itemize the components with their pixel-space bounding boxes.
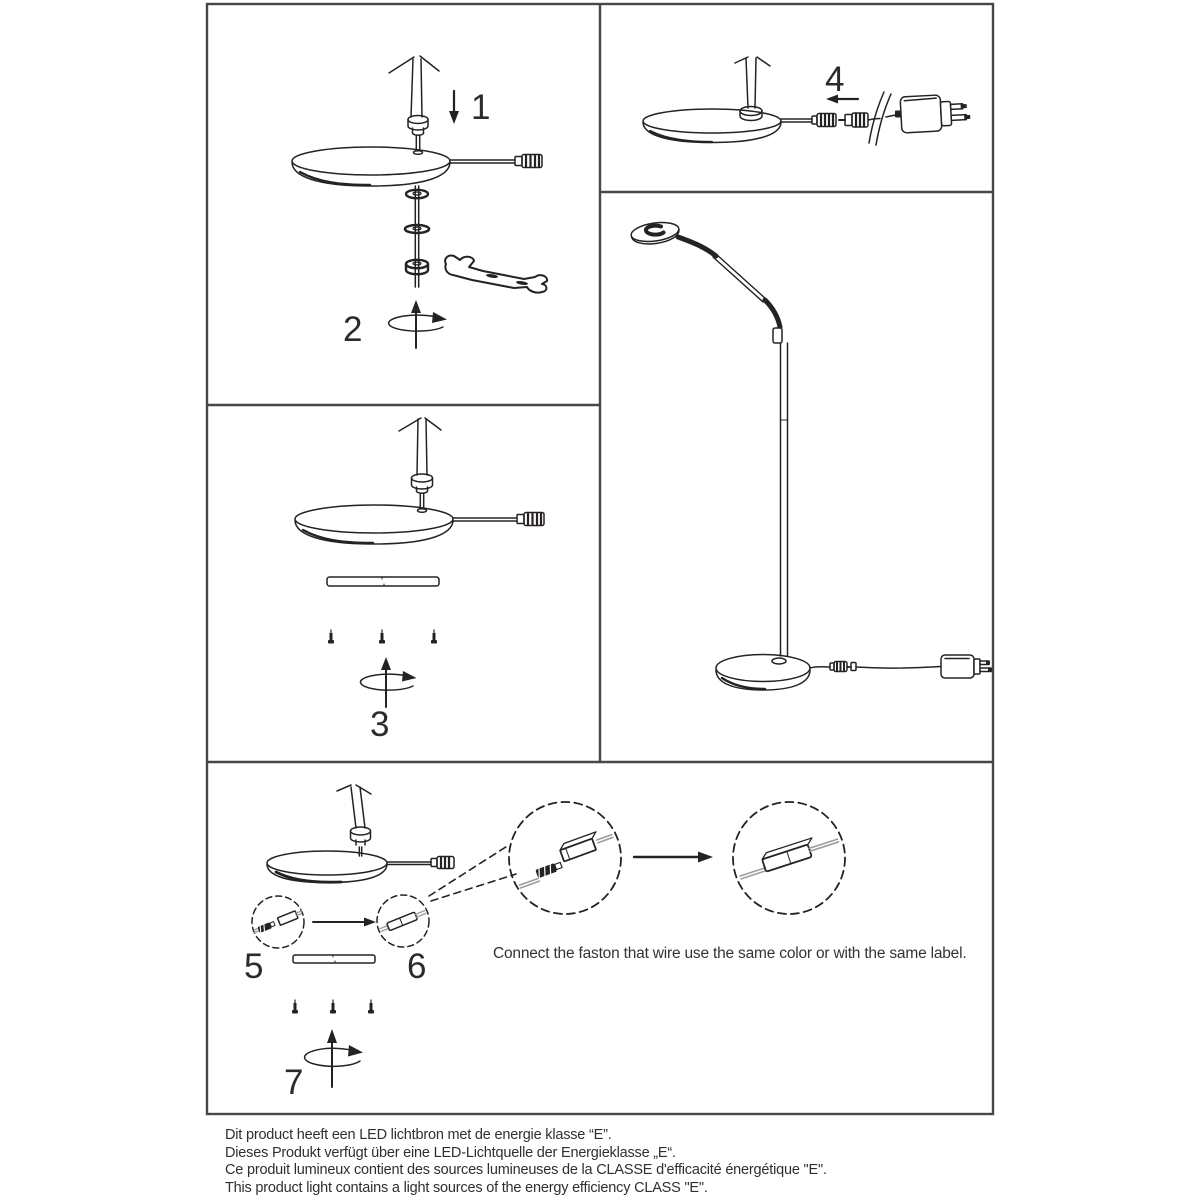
lamp-pole-illustration [389, 56, 439, 150]
footer-line-french: Ce produit lumineux contient des sources lumineuses de la CLASSE d'efficacité énergétique "E". [225, 1162, 827, 1179]
insert-arrow-down [449, 91, 459, 124]
rotate-arrow-step7 [305, 1029, 363, 1087]
switch-illustration [773, 328, 782, 343]
step-7-label: 7 [284, 1063, 304, 1102]
step-3-label: 3 [370, 705, 390, 744]
step-1-label: 1 [471, 88, 491, 127]
step-6-label: 6 [407, 947, 427, 986]
magnify-leader-lines [429, 845, 516, 901]
lamp-base-illustration [267, 785, 454, 883]
panel-step5-7 [252, 785, 845, 1087]
screws-illustration [328, 630, 437, 644]
panel-step1-2 [292, 56, 547, 348]
panel-assembled-lamp [630, 220, 992, 690]
footer-line-dutch: Dit product heeft een LED lichtbron met de energie klasse “E”. [225, 1127, 612, 1143]
threaded-rod-washers [405, 186, 429, 287]
footer-line-english: This product light contains a light sources of the energy efficiency CLASS "E". [225, 1179, 708, 1196]
panel-step4 [643, 57, 971, 145]
faston-magnified-connected [733, 802, 845, 914]
lamp-base-illustration [295, 505, 544, 544]
rotate-arrow-step3 [361, 657, 417, 707]
weight-bar-illustration [327, 577, 439, 586]
faston-note: Connect the faston that wire use the same color or with the same label. [493, 945, 967, 962]
faston-detail-step5 [252, 896, 304, 948]
footer-line-german: Dieses Produkt verfügt über eine LED-Lichtquelle der Energieklasse „E“. [225, 1144, 676, 1161]
step-5-label: 5 [244, 947, 264, 986]
panel-step3 [295, 418, 544, 707]
lamp-base-illustration [292, 147, 542, 186]
faston-magnified-apart [509, 802, 621, 914]
lamp-pole-illustration [399, 418, 441, 508]
wrench-illustration [445, 256, 547, 293]
lamp-head-illustration [630, 220, 680, 247]
faston-detail-step6 [377, 895, 429, 947]
rotate-arrow-step2 [389, 300, 447, 348]
power-adapter-illustration [895, 93, 971, 133]
arrow-magnified [634, 852, 713, 863]
pole-illustration [781, 343, 788, 656]
arrow-step5-to-6 [313, 918, 376, 927]
weight-bar-illustration [293, 955, 375, 963]
gooseneck-arm-illustration [678, 237, 780, 327]
step-2-label: 2 [343, 310, 363, 349]
floor-base-illustration [716, 655, 810, 691]
screws-illustration [292, 1000, 374, 1014]
base-with-stub-illustration [643, 57, 781, 143]
step-4-label: 4 [825, 60, 845, 99]
energy-class-footer [225, 1127, 827, 1197]
cable-and-plug-illustration [810, 655, 992, 678]
